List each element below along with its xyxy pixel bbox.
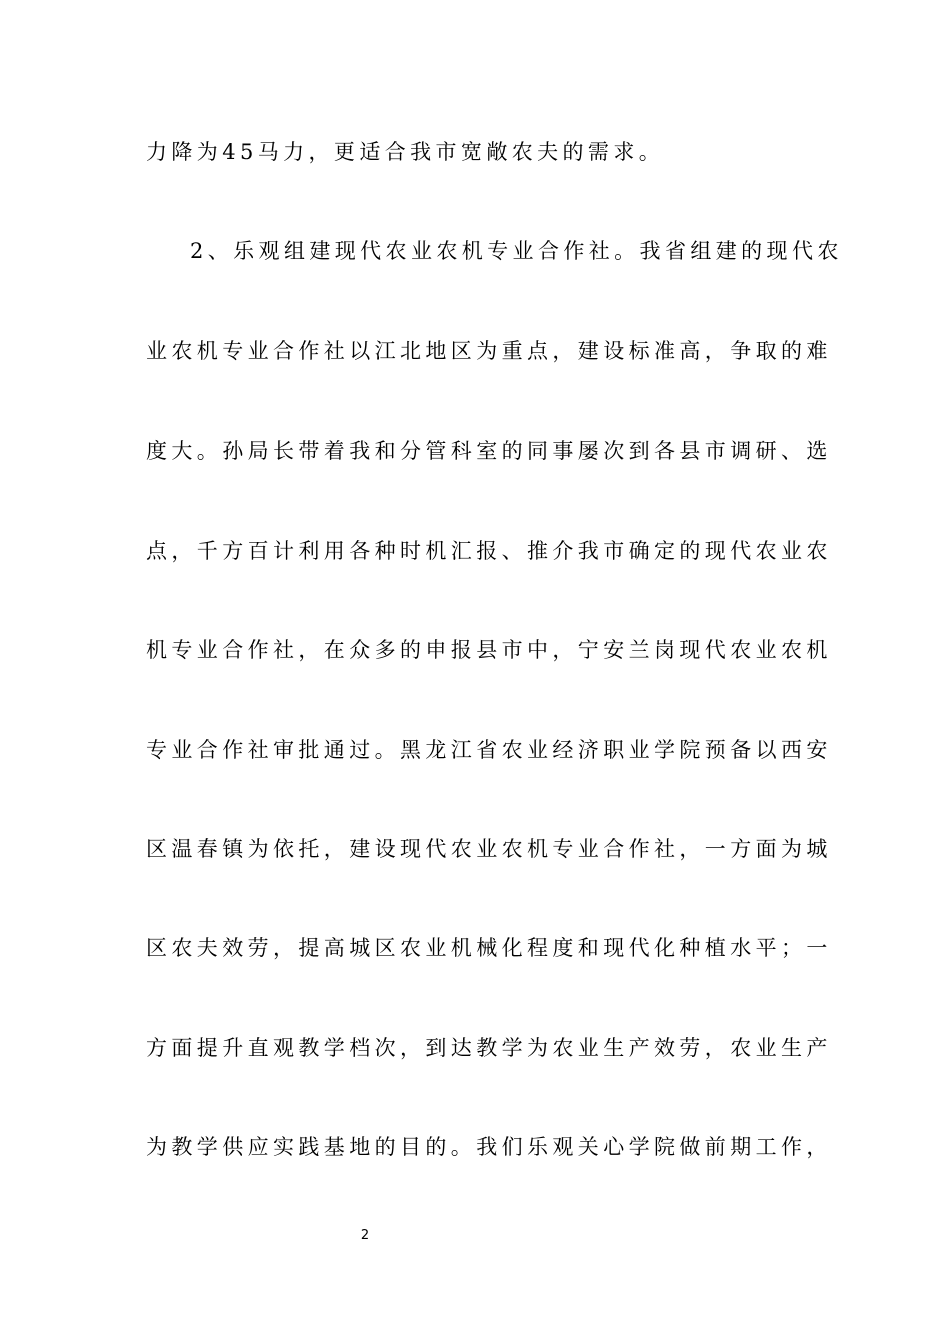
paragraph-start-line: 2、乐观组建现代农业农机专业合作社。我省组建的现代农 (190, 239, 843, 263)
text-line: 力降为45马力，更适合我市宽敞农夫的需求。 (146, 140, 665, 164)
text-line: 度大。孙局长带着我和分管科室的同事屡次到各县市调研、选 (146, 439, 832, 463)
text-line: 专业合作社审批通过。黑龙江省农业经济职业学院预备以西安 (146, 738, 832, 762)
text-line: 区农夫效劳，提高城区农业机械化程度和现代化种植水平；一 (146, 936, 832, 960)
page-number: 2 (360, 1228, 370, 1243)
text-line: 为教学供应实践基地的目的。我们乐观关心学院做前期工作， (146, 1135, 832, 1159)
text-line: 区温春镇为依托，建设现代农业农机专业合作社，一方面为城 (146, 837, 832, 861)
text-line: 点，千方百计利用各种时机汇报、推介我市确定的现代农业农 (146, 539, 832, 563)
text-line: 方面提升直观教学档次，到达教学为农业生产效劳，农业生产 (146, 1036, 832, 1060)
text-line: 业农机专业合作社以江北地区为重点，建设标准高，争取的难 (146, 339, 832, 363)
text-line: 机专业合作社，在众多的申报县市中，宁安兰岗现代农业农机 (146, 638, 832, 662)
